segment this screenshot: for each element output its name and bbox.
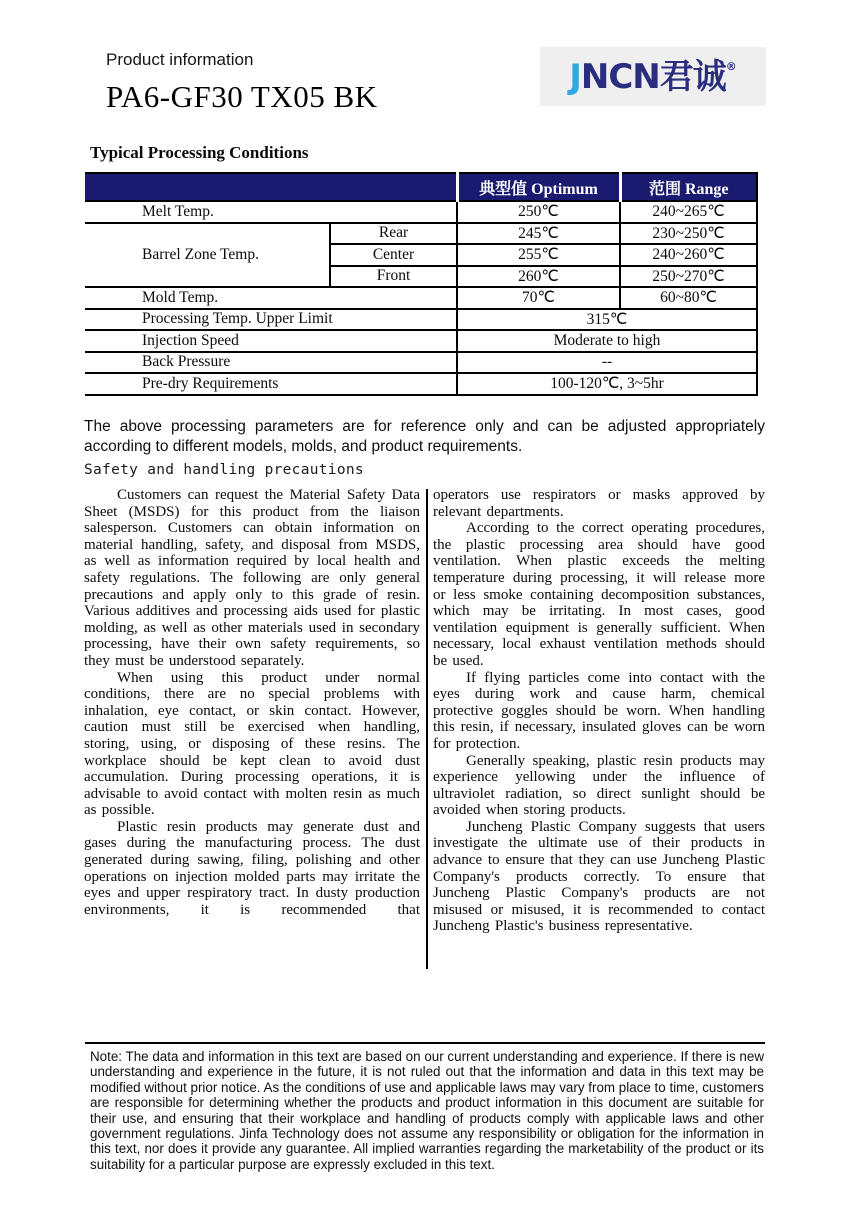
logo-latin: NCN <box>580 56 660 97</box>
masthead <box>106 50 378 115</box>
row-label: Processing Temp. Upper Limit <box>142 310 333 328</box>
table-row <box>85 373 757 395</box>
table-row <box>85 352 757 374</box>
footer-disclaimer: Note: The data and information in this text are based on our current understanding and experience. If there is new understanding and experience in the future, it is not ruled out that the information and data in this text may be modified without prior notice. As the conditions of use and applicable laws may vary from place to time, customers are responsible for determining whether the products and product information in this document are suitable for their use, and ensuring that their workplace and handling of products comply with applicable laws and other government regulations. Jinfa Technology does not assume any responsibility or obligation for the information in this text, nor does it provide any guarantee. All implied warranties regarding the marketability of the product or its suitability for a particular purpose are expressly excluded in this text. <box>90 1049 764 1172</box>
page-title: PA6-GF30 TX05 BK <box>106 79 378 114</box>
row-label: Mold Temp. <box>142 288 219 306</box>
zone-label: Rear <box>330 223 457 245</box>
safety-paragraph: operators use respirators or masks approved by relevant departments. <box>433 487 765 520</box>
table-row <box>85 330 757 352</box>
header-optimum: 典型值 Optimum <box>457 173 620 201</box>
row-value: Moderate to high <box>457 330 757 352</box>
range-value: 240~265℃ <box>620 201 757 223</box>
processing-conditions-table <box>85 172 758 396</box>
table-row <box>85 287 757 309</box>
row-value: -- <box>457 352 757 374</box>
logo-initial: J <box>569 56 581 97</box>
optimum-value: 250℃ <box>457 201 620 223</box>
safety-paragraph: According to the correct operating procedures, the plastic processing area should have good ventilation. When plastic exceeds the melting temperature during processing, it will release more or less smoke containing decomposition substances, which may be irritating. In most cases, good ventilation equipment is generally sufficient. When necessary, local exhaust ventilation methods should be used. <box>433 520 765 669</box>
safety-section-heading: Safety and handling precautions <box>84 462 364 478</box>
safety-two-column-text <box>84 487 765 969</box>
table-row <box>85 309 757 331</box>
table-caption: Typical Processing Conditions <box>90 143 309 162</box>
product-information-label: Product information <box>106 50 254 69</box>
safety-right-column <box>433 487 765 969</box>
logo-cjk: 君诚 <box>659 56 726 97</box>
safety-paragraph: If flying particles come into contact with the eyes during work and cause harm, chemical protective goggles should be worn. When handling this resin, if necessary, insulated gloves can be worn for protection. <box>433 669 765 752</box>
zone-label: Front <box>330 266 457 288</box>
optimum-value: 255℃ <box>457 244 620 266</box>
column-divider <box>426 489 428 969</box>
safety-paragraph: Customers can request the Material Safety Data Sheet (MSDS) for this product from the liaison salesperson. Customers can obtain information on material handling, safety, and disposal from MSDS, as well as information required by local health and safety regulations. The following are only general precautions and apply only to this grade of resin. Various additives and processing aids used for plastic molding, as well as other materials used in secondary processing, have their own safety requirements, so they must be understood separately. <box>84 487 420 669</box>
zone-label: Center <box>330 244 457 266</box>
company-logo-text <box>569 56 737 97</box>
header-range: 范围 Range <box>620 173 757 201</box>
range-value: 240~260℃ <box>620 244 757 266</box>
table-row <box>85 201 757 223</box>
range-value: 250~270℃ <box>620 266 757 288</box>
header-empty-cell <box>85 173 457 201</box>
row-value: 315℃ <box>457 309 757 331</box>
row-label: Pre-dry Requirements <box>142 374 279 392</box>
table-row <box>85 223 757 245</box>
safety-paragraph: Plastic resin products may generate dust and gases during the manufacturing process. The dust generated during sawing, filing, polishing and other operations on injection molded parts may irritate the eyes and upper respiratory tract. In dusty production environments, it is recommended that <box>84 818 420 918</box>
row-label: Injection Speed <box>142 331 239 349</box>
row-label: Back Pressure <box>142 353 231 371</box>
safety-paragraph: When using this product under normal conditions, there are no special problems with inhalation, eye contact, or skin contact. However, caution must still be exercised when handling, storing, using, or disposing of these resins. The workplace should be kept clean to avoid dust accumulation. During processing operations, it is advisable to avoid contact with molten resin as much as possible. <box>84 669 420 819</box>
safety-paragraph: Generally speaking, plastic resin products may experience yellowing under the influence of ultraviolet radiation, so direct sunlight should be avoided when storing products. <box>433 752 765 819</box>
company-logo <box>540 47 766 106</box>
range-value: 60~80℃ <box>620 287 757 309</box>
row-label: Barrel Zone Temp. <box>142 245 259 263</box>
safety-left-column <box>84 487 420 969</box>
table-header-row <box>85 173 757 201</box>
optimum-value: 70℃ <box>457 287 620 309</box>
row-label: Melt Temp. <box>142 202 214 220</box>
footer-divider <box>85 1042 765 1044</box>
safety-paragraph: Juncheng Plastic Company suggests that users investigate the ultimate use of their products in advance to ensure that they can use Juncheng Plastic Company's products correctly. To ensure that Juncheng Plastic Company's products are not misused or misused, it is recommended to contact Juncheng Plastic's business representative. <box>433 818 765 935</box>
table-note: The above processing parameters are for reference only and can be adjusted appropriately according to different models, molds, and product requirements. <box>84 418 765 455</box>
optimum-value: 245℃ <box>457 223 620 245</box>
range-value: 230~250℃ <box>620 223 757 245</box>
optimum-value: 260℃ <box>457 266 620 288</box>
registered-trademark-icon: ® <box>725 59 737 73</box>
row-value: 100-120℃, 3~5hr <box>457 373 757 395</box>
column-bottom-spacer <box>433 935 765 969</box>
